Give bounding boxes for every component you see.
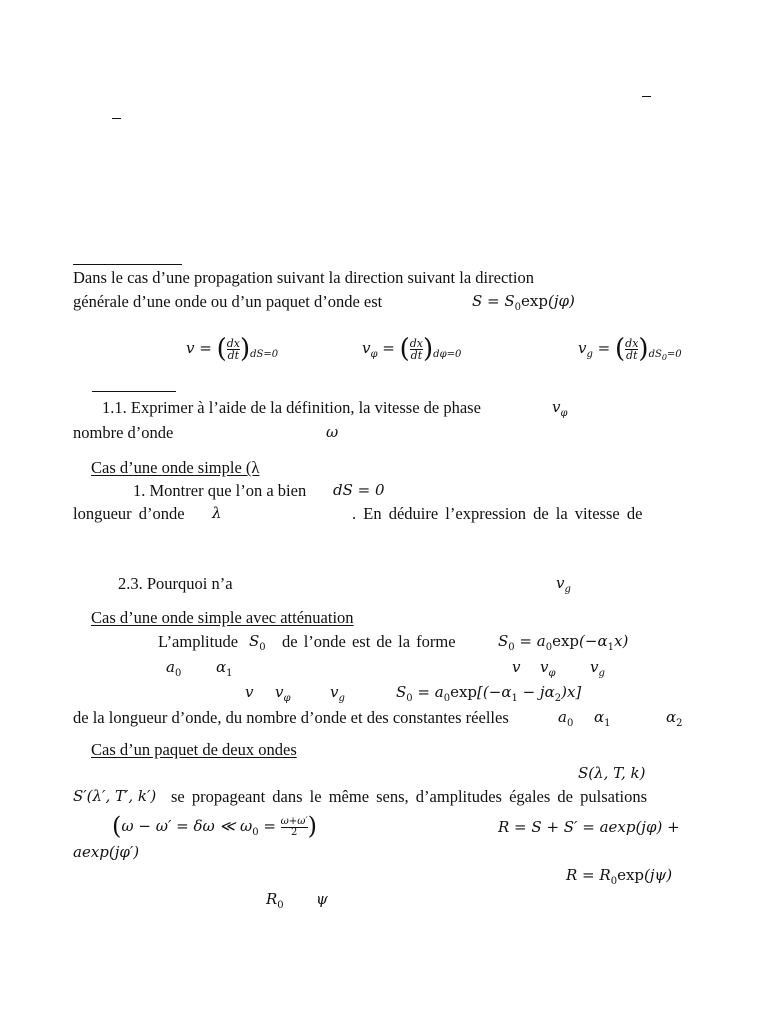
symbol-lambda: λ — [212, 504, 222, 522]
line-longueur-onde: longueur d’onde — [73, 504, 185, 523]
row3-v: v — [245, 683, 254, 701]
horizontal-rule-2 — [92, 391, 176, 392]
row3-v-g: $v_g$ — [330, 683, 345, 704]
row2-v: v — [512, 658, 521, 676]
equation-S-prime: S′(λ′, T′, k′) — [73, 787, 157, 805]
line-en-deduire: . En déduire l’expression de la vitesse de — [352, 504, 643, 523]
equation-dS: dS = 0 — [333, 481, 385, 499]
equation-v: v = ( $\frac{dx}{dt}$ )$_{dS=0}$ — [186, 334, 279, 364]
question-1: 1. Montrer que l’on a bien — [133, 481, 307, 500]
symbol-v-phi-q11: $v_\varphi$ — [552, 398, 568, 419]
equation-v-g: $v_g$ = ( $\frac{dx}{dt}$ )$_{dS_0=0}$ — [578, 334, 682, 364]
paragraph-line-1: Dans le cas d’une propagation suivant la direction suivant la direction — [73, 268, 534, 287]
equation-S0-complex: $S_0 = a_0\exp[(-\alpha_1 - j\alpha_2)x]$ — [396, 683, 582, 704]
question-1-1: 1.1. Exprimer à l’aide de la définition, la vitesse de phase — [102, 398, 481, 417]
attenuation-line-1b: de l’onde est de la forme — [282, 632, 456, 651]
section-heading-onde-simple — [91, 460, 417, 477]
equation-R: R = S + S′ = aexp(jφ) + — [498, 818, 680, 836]
equation-S-lambda: S(λ, T, k) — [578, 764, 646, 782]
equation-S: $S = S_0\exp(j\varphi)$ — [472, 292, 575, 313]
row3-v-phi: $v_\varphi$ — [275, 683, 291, 704]
paquet-line-2: se propageant dans le même sens, d’amplitudes égales de pulsations — [171, 787, 648, 806]
stray-dash-top-right — [642, 96, 651, 97]
symbol-S0: $S_0$ — [249, 632, 266, 653]
symbol-v-g-q23: $v_g$ — [556, 574, 571, 595]
row2-alpha1: $\alpha_1$ — [216, 658, 233, 679]
paragraph-line-2: générale d’une onde ou d’un paquet d’onde est — [73, 292, 383, 311]
row4-alpha1: $\alpha_1$ — [594, 708, 611, 729]
section-heading-attenuation: Cas d’une onde simple avec atténuation — [91, 608, 354, 627]
equation-v-phi: $v_\varphi$ = ( $\frac{dx}{dt}$ )$_{d\varphi=0}$ — [362, 334, 462, 364]
equation-omega: (ω − ω′ = δω ≪ $\omega_0$ = $\frac{\omega+\omega'}{2}$ ) — [112, 812, 318, 840]
section-heading-paquet: Cas d’un paquet de deux ondes — [91, 740, 297, 759]
symbol-omega: ω — [326, 423, 339, 441]
section-heading-onde-simple-text: Cas d’une onde simple (λ — [91, 458, 260, 477]
question-2-3: 2.3. Pourquoi n’a — [118, 574, 233, 593]
equation-R0: $R = R_0\exp(j\psi)$ — [566, 866, 673, 887]
question-1-1-line-2: nombre d’onde — [73, 423, 174, 442]
attenuation-line-4: de la longueur d’onde, du nombre d’onde et des constantes réelles — [73, 708, 509, 727]
row2-v-phi: $v_\varphi$ — [540, 658, 556, 679]
equation-S0: $S_0 = a_0\exp(-\alpha_1x)$ — [498, 632, 629, 653]
stray-dash-top-left — [112, 118, 121, 119]
symbol-psi: ψ — [316, 890, 328, 908]
horizontal-rule-1 — [73, 264, 182, 265]
symbol-R0: $R_0$ — [266, 890, 284, 911]
equation-R-line-2: aexp(jφ′) — [73, 843, 140, 861]
row2-v-g: $v_g$ — [590, 658, 605, 679]
row4-alpha2: $\alpha_2$ — [666, 708, 683, 729]
row2-a0: $a_0$ — [166, 658, 182, 679]
attenuation-line-1: L’amplitude — [158, 632, 239, 651]
row4-a0: $a_0$ — [558, 708, 574, 729]
